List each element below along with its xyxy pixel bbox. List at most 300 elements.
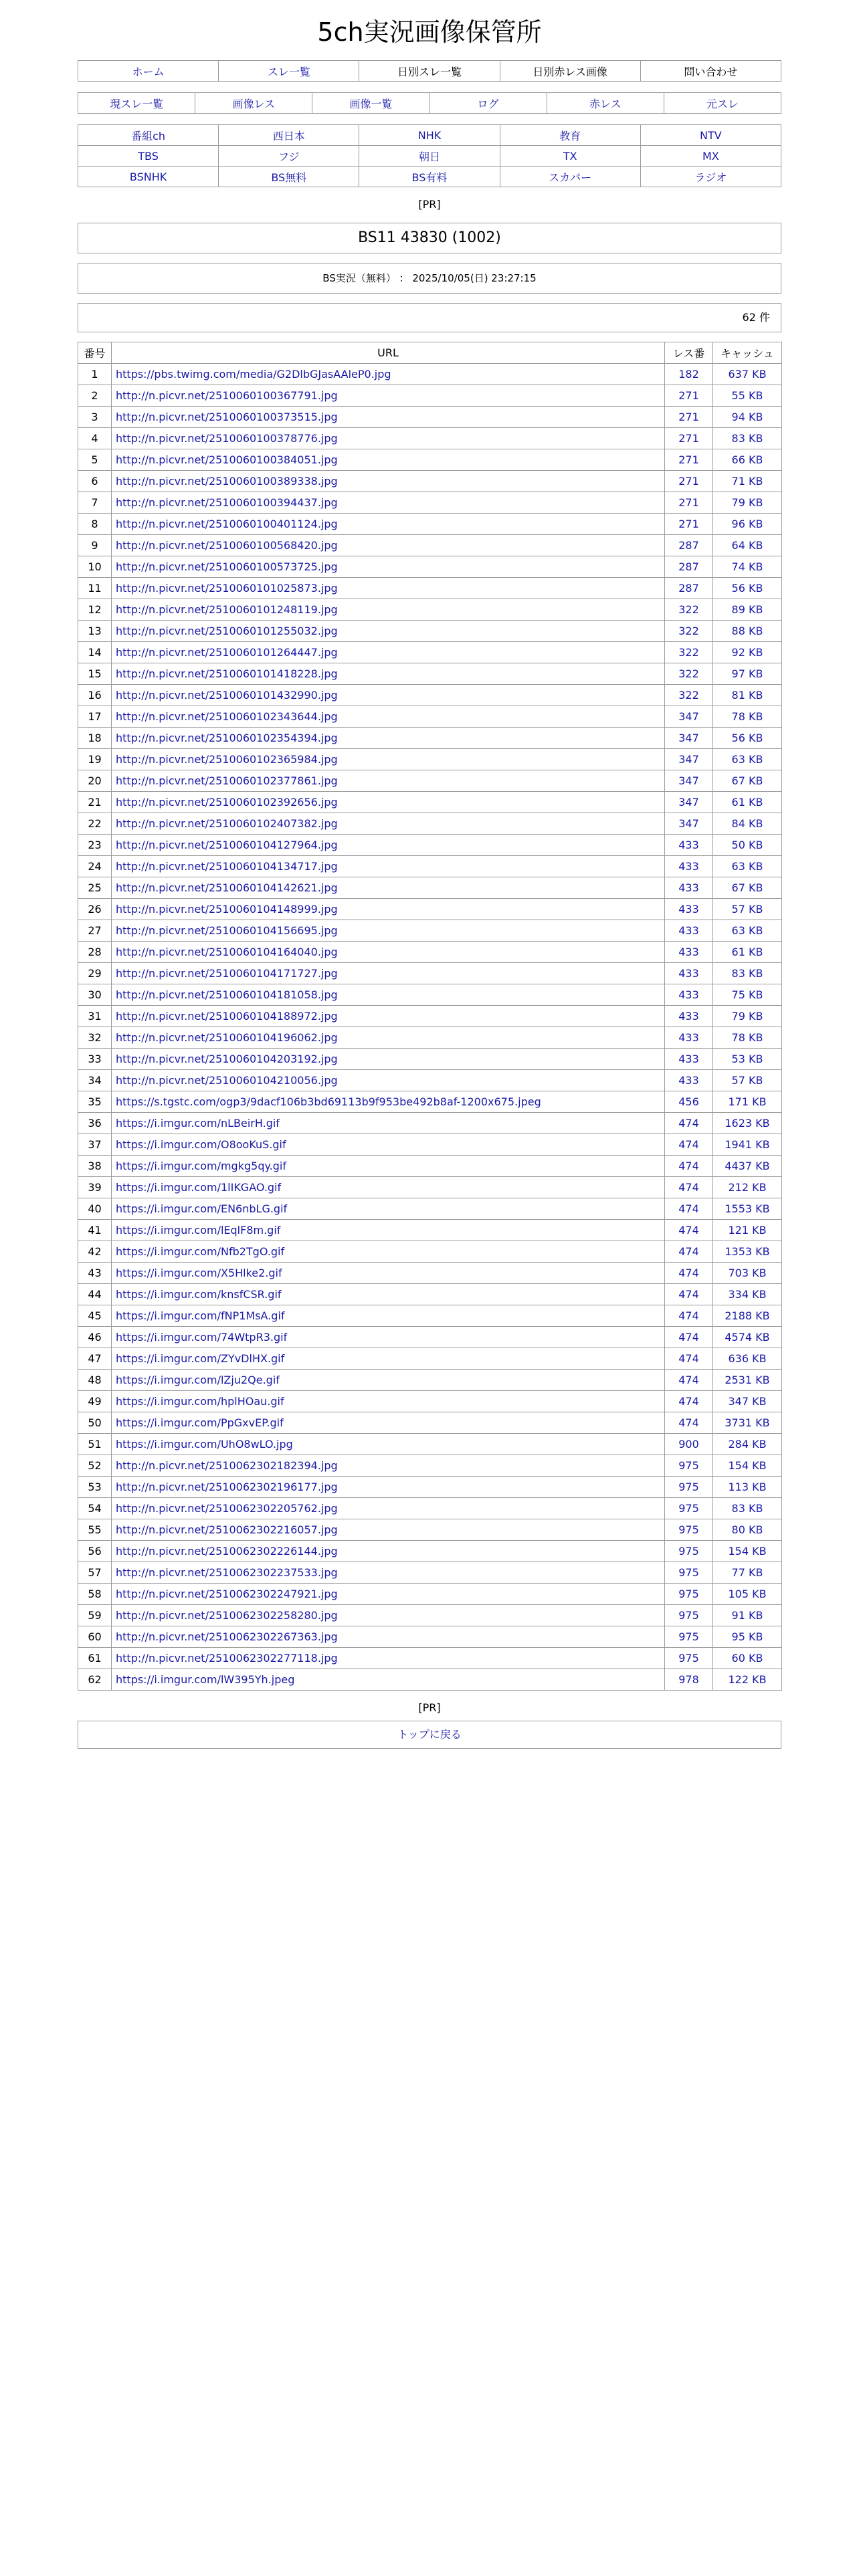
row-cache-size[interactable]: 105 KB — [713, 1584, 782, 1605]
table-row — [78, 1648, 782, 1669]
row-url-cell — [112, 1156, 665, 1177]
row-url-link[interactable]: https://i.imgur.com/fNP1MsA.gif — [116, 1309, 285, 1322]
row-url-link[interactable]: http://n.picvr.net/2510060102343644.jpg — [116, 710, 338, 723]
row-res-number[interactable]: 474 — [665, 1370, 713, 1391]
row-cache-size[interactable]: 83 KB — [713, 428, 782, 449]
row-res-number[interactable]: 975 — [665, 1455, 713, 1477]
channel-link[interactable]: BSNHK — [129, 170, 167, 183]
row-url-cell — [112, 1327, 665, 1348]
row-res-number[interactable]: 474 — [665, 1327, 713, 1348]
row-cache-size[interactable]: 79 KB — [713, 492, 782, 514]
row-url-link[interactable]: http://n.picvr.net/2510062302258280.jpg — [116, 1609, 338, 1622]
row-cache-size[interactable]: 334 KB — [713, 1284, 782, 1305]
thread-nav-link[interactable]: ログ — [477, 97, 499, 110]
row-url-cell — [112, 856, 665, 877]
channel-link[interactable]: ラジオ — [694, 171, 727, 184]
main-nav-link[interactable]: スレ一覧 — [267, 65, 310, 78]
row-res-number[interactable]: 474 — [665, 1134, 713, 1156]
row-url-link[interactable]: http://n.picvr.net/2510060104134717.jpg — [116, 860, 338, 873]
channel-cell — [78, 146, 219, 167]
row-url-link[interactable]: http://n.picvr.net/2510062302182394.jpg — [116, 1459, 338, 1472]
row-res-number[interactable]: 474 — [665, 1305, 713, 1327]
row-res-number[interactable]: 287 — [665, 556, 713, 578]
row-res-number[interactable]: 271 — [665, 407, 713, 428]
row-url-link[interactable]: http://n.picvr.net/2510060100401124.jpg — [116, 518, 338, 530]
row-res-number[interactable]: 433 — [665, 1027, 713, 1049]
row-res-number[interactable]: 433 — [665, 963, 713, 984]
row-url-link[interactable]: http://n.picvr.net/2510060100573725.jpg — [116, 560, 338, 573]
row-url-link[interactable]: http://n.picvr.net/2510062302267363.jpg — [116, 1630, 338, 1643]
channel-link[interactable]: BS有料 — [411, 171, 448, 184]
row-url-cell — [112, 792, 665, 813]
table-row — [78, 1305, 782, 1327]
row-cache-size[interactable]: 79 KB — [713, 1006, 782, 1027]
row-cache-size[interactable]: 78 KB — [713, 706, 782, 728]
row-cache-size[interactable]: 284 KB — [713, 1434, 782, 1455]
row-url-link[interactable]: https://i.imgur.com/lW395Yh.jpeg — [116, 1673, 295, 1686]
thread-title: BS11 43830 (1002) — [78, 223, 781, 253]
row-cache-size[interactable]: 89 KB — [713, 599, 782, 621]
table-row — [78, 1669, 782, 1691]
row-cache-size[interactable]: 636 KB — [713, 1348, 782, 1370]
channel-link[interactable]: 西日本 — [272, 129, 305, 142]
row-url-link[interactable]: http://n.picvr.net/2510060104142621.jpg — [116, 881, 338, 894]
row-cache-size[interactable]: 2188 KB — [713, 1305, 782, 1327]
row-res-number[interactable]: 975 — [665, 1519, 713, 1541]
row-res-number[interactable]: 322 — [665, 663, 713, 685]
channel-link[interactable]: 朝日 — [418, 150, 440, 163]
row-res-number[interactable]: 271 — [665, 492, 713, 514]
row-url-link[interactable]: http://n.picvr.net/2510062302247921.jpg — [116, 1588, 338, 1600]
row-cache-size[interactable]: 67 KB — [713, 770, 782, 792]
row-number: 42 — [78, 1241, 112, 1263]
main-nav-cell[interactable]: 日別スレ一覧 — [359, 61, 500, 82]
row-cache-size[interactable]: 4437 KB — [713, 1156, 782, 1177]
row-url-cell — [112, 1498, 665, 1519]
row-cache-size[interactable]: 55 KB — [713, 385, 782, 407]
row-url-link[interactable]: https://pbs.twimg.com/media/G2DlbGJasAAleP0.jpg — [116, 368, 391, 381]
row-res-number[interactable]: 433 — [665, 942, 713, 963]
row-cache-size[interactable]: 4574 KB — [713, 1327, 782, 1348]
row-res-number[interactable]: 322 — [665, 642, 713, 663]
row-cache-size[interactable]: 83 KB — [713, 963, 782, 984]
row-res-number[interactable]: 433 — [665, 1006, 713, 1027]
row-res-number[interactable]: 474 — [665, 1391, 713, 1412]
row-url-cell — [112, 1049, 665, 1070]
row-cache-size[interactable]: 92 KB — [713, 642, 782, 663]
row-cache-size[interactable]: 61 KB — [713, 942, 782, 963]
row-cache-size[interactable]: 50 KB — [713, 835, 782, 856]
thread-nav-cell — [430, 93, 547, 114]
row-url-link[interactable]: http://n.picvr.net/2510060104196062.jpg — [116, 1031, 338, 1044]
main-nav-cell[interactable]: 問い合わせ — [640, 61, 781, 82]
row-number: 39 — [78, 1177, 112, 1198]
row-number: 52 — [78, 1455, 112, 1477]
row-url-cell — [112, 556, 665, 578]
row-cache-size[interactable]: 1353 KB — [713, 1241, 782, 1263]
row-res-number[interactable]: 900 — [665, 1434, 713, 1455]
row-number: 13 — [78, 621, 112, 642]
row-cache-size[interactable]: 3731 KB — [713, 1412, 782, 1434]
row-url-link[interactable]: https://i.imgur.com/EN6nbLG.gif — [116, 1202, 288, 1215]
row-url-link[interactable]: http://n.picvr.net/2510060101025873.jpg — [116, 582, 338, 595]
row-url-link[interactable]: http://n.picvr.net/2510060104203192.jpg — [116, 1053, 338, 1065]
row-number: 62 — [78, 1669, 112, 1691]
row-url-link[interactable]: http://n.picvr.net/2510060104164040.jpg — [116, 946, 338, 958]
row-cache-size[interactable]: 81 KB — [713, 685, 782, 706]
thread-nav-link[interactable]: 赤レス — [589, 97, 622, 110]
row-url-link[interactable]: https://i.imgur.com/X5Hlke2.gif — [116, 1267, 282, 1279]
table-row — [78, 663, 782, 685]
row-url-cell — [112, 1391, 665, 1412]
row-cache-size[interactable]: 1941 KB — [713, 1134, 782, 1156]
row-url-link[interactable]: http://n.picvr.net/2510060100384051.jpg — [116, 453, 338, 466]
row-url-link[interactable]: http://n.picvr.net/2510060101255032.jpg — [116, 625, 338, 637]
table-row — [78, 578, 782, 599]
row-url-link[interactable]: http://n.picvr.net/2510060102354394.jpg — [116, 732, 338, 744]
row-url-cell — [112, 899, 665, 920]
row-res-number[interactable]: 322 — [665, 621, 713, 642]
table-row — [78, 1541, 782, 1562]
row-cache-size[interactable]: 63 KB — [713, 856, 782, 877]
row-url-link[interactable]: http://n.picvr.net/2510060102392656.jpg — [116, 796, 338, 809]
table-row — [78, 1498, 782, 1519]
row-cache-size[interactable]: 91 KB — [713, 1605, 782, 1626]
row-cache-size[interactable]: 97 KB — [713, 663, 782, 685]
row-url-cell — [112, 407, 665, 428]
row-cache-size[interactable]: 60 KB — [713, 1648, 782, 1669]
channel-cell — [359, 167, 500, 187]
table-row — [78, 471, 782, 492]
table-row — [78, 1198, 782, 1220]
row-number: 6 — [78, 471, 112, 492]
row-number: 58 — [78, 1584, 112, 1605]
row-res-number[interactable]: 975 — [665, 1584, 713, 1605]
row-url-link[interactable]: http://n.picvr.net/2510060101264447.jpg — [116, 646, 338, 659]
row-res-number[interactable]: 474 — [665, 1284, 713, 1305]
thread-nav-cell — [664, 93, 781, 114]
table-row — [78, 449, 782, 471]
row-res-number[interactable]: 433 — [665, 920, 713, 942]
thread-nav-link[interactable]: 元スレ — [706, 97, 739, 110]
row-res-number[interactable]: 474 — [665, 1348, 713, 1370]
row-cache-size[interactable]: 1623 KB — [713, 1113, 782, 1134]
table-row — [78, 621, 782, 642]
row-res-number[interactable]: 975 — [665, 1541, 713, 1562]
row-url-link[interactable]: https://i.imgur.com/74WtpR3.gif — [116, 1331, 288, 1344]
row-res-number[interactable]: 978 — [665, 1669, 713, 1691]
row-res-number[interactable]: 271 — [665, 471, 713, 492]
row-cache-size[interactable]: 57 KB — [713, 899, 782, 920]
row-res-number[interactable]: 975 — [665, 1562, 713, 1584]
row-cache-size[interactable]: 122 KB — [713, 1669, 782, 1691]
row-cache-size[interactable]: 113 KB — [713, 1477, 782, 1498]
channel-cell — [359, 125, 500, 146]
row-cache-size[interactable]: 77 KB — [713, 1562, 782, 1584]
main-nav-cell — [219, 61, 359, 82]
row-url-link[interactable]: http://n.picvr.net/2510060104188972.jpg — [116, 1010, 338, 1023]
row-cache-size[interactable]: 1553 KB — [713, 1198, 782, 1220]
channel-cell — [219, 146, 359, 167]
row-cache-size[interactable]: 83 KB — [713, 1498, 782, 1519]
thread-nav-link[interactable]: 画像一覧 — [349, 97, 393, 110]
row-res-number[interactable]: 474 — [665, 1263, 713, 1284]
channel-link[interactable]: BS無料 — [271, 171, 307, 184]
row-number: 7 — [78, 492, 112, 514]
row-cache-size[interactable]: 154 KB — [713, 1455, 782, 1477]
channel-link[interactable]: 教育 — [559, 129, 581, 142]
row-url-cell — [112, 385, 665, 407]
row-res-number[interactable]: 975 — [665, 1498, 713, 1519]
row-res-number[interactable]: 347 — [665, 792, 713, 813]
table-row — [78, 685, 782, 706]
row-number: 38 — [78, 1156, 112, 1177]
channel-link[interactable]: NTV — [700, 128, 722, 142]
row-res-number[interactable]: 433 — [665, 877, 713, 899]
row-cache-size[interactable]: 212 KB — [713, 1177, 782, 1198]
row-url-link[interactable]: http://n.picvr.net/2510062302205762.jpg — [116, 1502, 338, 1515]
table-row — [78, 385, 782, 407]
row-url-link[interactable]: https://i.imgur.com/mgkg5qy.gif — [116, 1160, 286, 1172]
thread-nav-link[interactable]: 現スレ一覧 — [110, 97, 164, 110]
row-res-number[interactable]: 433 — [665, 856, 713, 877]
row-url-link[interactable]: https://i.imgur.com/PpGxvEP.gif — [116, 1416, 284, 1429]
row-url-link[interactable]: http://n.picvr.net/2510060104171727.jpg — [116, 967, 338, 980]
row-number: 60 — [78, 1626, 112, 1648]
row-res-number[interactable]: 271 — [665, 514, 713, 535]
row-url-cell — [112, 1220, 665, 1241]
row-res-number[interactable]: 433 — [665, 899, 713, 920]
row-res-number[interactable]: 347 — [665, 813, 713, 835]
row-url-link[interactable]: https://i.imgur.com/Nfb2TgO.gif — [116, 1245, 285, 1258]
thread-info: BS実況（無料） ： 2025/10/05(日) 23:27:15 — [78, 263, 781, 294]
row-res-number[interactable]: 322 — [665, 685, 713, 706]
row-url-link[interactable]: http://n.picvr.net/2510060100367791.jpg — [116, 389, 338, 402]
row-number: 22 — [78, 813, 112, 835]
row-res-number[interactable]: 474 — [665, 1156, 713, 1177]
row-url-link[interactable]: http://n.picvr.net/2510062302237533.jpg — [116, 1566, 338, 1579]
row-cache-size[interactable]: 66 KB — [713, 449, 782, 471]
row-url-cell — [112, 877, 665, 899]
site-title: 5ch実況画像保管所 — [317, 17, 542, 47]
row-url-link[interactable]: https://i.imgur.com/knsfCSR.gif — [116, 1288, 282, 1301]
row-res-number[interactable]: 347 — [665, 728, 713, 749]
row-url-link[interactable]: https://s.tgstc.com/ogp3/9dacf106b3bd69113b9f953be492b8af-1200x675.jpeg — [116, 1095, 541, 1108]
row-url-link[interactable]: https://i.imgur.com/1lIKGAO.gif — [116, 1181, 282, 1194]
header-num: 番号 — [78, 342, 112, 364]
main-nav-cell[interactable]: 日別赤レス画像 — [500, 61, 640, 82]
pr-label-bottom: [PR] — [418, 1701, 441, 1714]
channel-row — [78, 125, 781, 146]
row-res-number[interactable]: 271 — [665, 428, 713, 449]
row-url-link[interactable]: http://n.picvr.net/2510060100568420.jpg — [116, 539, 338, 552]
channel-cell — [359, 146, 500, 167]
row-res-number[interactable]: 433 — [665, 984, 713, 1006]
channel-link[interactable]: 番組ch — [131, 129, 166, 142]
row-res-number[interactable]: 474 — [665, 1177, 713, 1198]
row-url-cell — [112, 685, 665, 706]
row-res-number[interactable]: 433 — [665, 835, 713, 856]
row-url-link[interactable]: https://i.imgur.com/nLBeirH.gif — [116, 1117, 280, 1130]
row-res-number[interactable]: 975 — [665, 1605, 713, 1626]
table-row — [78, 535, 782, 556]
table-row — [78, 556, 782, 578]
row-url-cell — [112, 1584, 665, 1605]
row-cache-size[interactable]: 71 KB — [713, 471, 782, 492]
row-url-link[interactable]: http://n.picvr.net/2510060104148999.jpg — [116, 903, 338, 916]
row-cache-size[interactable]: 88 KB — [713, 621, 782, 642]
table-row — [78, 1049, 782, 1070]
row-cache-size[interactable]: 56 KB — [713, 728, 782, 749]
table-row — [78, 1006, 782, 1027]
row-cache-size[interactable]: 61 KB — [713, 792, 782, 813]
row-url-cell — [112, 1370, 665, 1391]
row-cache-size[interactable]: 84 KB — [713, 813, 782, 835]
row-url-cell — [112, 1113, 665, 1134]
row-res-number[interactable]: 474 — [665, 1241, 713, 1263]
row-cache-size[interactable]: 74 KB — [713, 556, 782, 578]
row-res-number[interactable]: 271 — [665, 385, 713, 407]
table-row — [78, 835, 782, 856]
row-number: 9 — [78, 535, 112, 556]
row-url-link[interactable]: https://i.imgur.com/ZYvDlHX.gif — [116, 1352, 285, 1365]
row-cache-size[interactable]: 78 KB — [713, 1027, 782, 1049]
channel-link[interactable]: MX — [702, 149, 719, 163]
table-row — [78, 1284, 782, 1305]
main-nav-link[interactable]: ホーム — [132, 65, 165, 78]
channel-cell — [500, 146, 640, 167]
row-cache-size[interactable]: 347 KB — [713, 1391, 782, 1412]
row-url-link[interactable]: https://i.imgur.com/O8ooKuS.gif — [116, 1138, 286, 1151]
row-cache-size[interactable]: 96 KB — [713, 514, 782, 535]
table-row — [78, 1220, 782, 1241]
row-url-link[interactable]: http://n.picvr.net/2510060104156695.jpg — [116, 924, 338, 937]
row-url-link[interactable]: http://n.picvr.net/2510060104181058.jpg — [116, 988, 338, 1001]
row-url-link[interactable]: http://n.picvr.net/2510060101418228.jpg — [116, 667, 338, 680]
row-cache-size[interactable]: 63 KB — [713, 920, 782, 942]
row-url-cell — [112, 728, 665, 749]
row-res-number[interactable]: 287 — [665, 535, 713, 556]
row-url-link[interactable]: http://n.picvr.net/2510060104210056.jpg — [116, 1074, 338, 1087]
table-row — [78, 364, 782, 385]
row-url-link[interactable]: https://i.imgur.com/lEqlF8m.gif — [116, 1224, 281, 1237]
channel-cell — [640, 146, 781, 167]
row-cache-size[interactable]: 56 KB — [713, 578, 782, 599]
row-url-link[interactable]: http://n.picvr.net/2510062302277118.jpg — [116, 1652, 338, 1665]
row-cache-size[interactable]: 75 KB — [713, 984, 782, 1006]
row-res-number[interactable]: 287 — [665, 578, 713, 599]
row-number: 45 — [78, 1305, 112, 1327]
row-cache-size[interactable]: 64 KB — [713, 535, 782, 556]
row-url-link[interactable]: http://n.picvr.net/2510062302196177.jpg — [116, 1481, 338, 1493]
row-url-link[interactable]: http://n.picvr.net/2510062302216057.jpg — [116, 1523, 338, 1536]
row-cache-size[interactable]: 63 KB — [713, 749, 782, 770]
row-cache-size[interactable]: 67 KB — [713, 877, 782, 899]
row-url-link[interactable]: http://n.picvr.net/2510060102377861.jpg — [116, 774, 338, 787]
row-url-link[interactable]: http://n.picvr.net/2510060100378776.jpg — [116, 432, 338, 445]
row-res-number[interactable]: 975 — [665, 1626, 713, 1648]
table-row — [78, 1113, 782, 1134]
channel-cell — [640, 125, 781, 146]
row-url-cell — [112, 364, 665, 385]
channel-link[interactable]: フジ — [278, 150, 300, 163]
row-cache-size[interactable]: 637 KB — [713, 364, 782, 385]
row-url-link[interactable]: http://n.picvr.net/2510060101432990.jpg — [116, 689, 338, 702]
channel-cell — [78, 167, 219, 187]
row-url-link[interactable]: http://n.picvr.net/2510060100373515.jpg — [116, 411, 338, 423]
row-res-number[interactable]: 474 — [665, 1220, 713, 1241]
row-number: 34 — [78, 1070, 112, 1091]
row-number: 21 — [78, 792, 112, 813]
row-url-link[interactable]: http://n.picvr.net/2510060100389338.jpg — [116, 475, 338, 488]
row-res-number[interactable]: 182 — [665, 364, 713, 385]
row-url-cell — [112, 1091, 665, 1113]
row-url-cell — [112, 1241, 665, 1263]
row-cache-size[interactable]: 703 KB — [713, 1263, 782, 1284]
row-res-number[interactable]: 975 — [665, 1648, 713, 1669]
row-res-number[interactable]: 456 — [665, 1091, 713, 1113]
row-res-number[interactable]: 347 — [665, 770, 713, 792]
table-row — [78, 1070, 782, 1091]
row-res-number[interactable]: 474 — [665, 1412, 713, 1434]
row-number: 51 — [78, 1434, 112, 1455]
back-to-top-link[interactable]: トップに戻る — [397, 1728, 462, 1741]
row-res-number[interactable]: 474 — [665, 1113, 713, 1134]
row-url-link[interactable]: https://i.imgur.com/UhO8wLO.jpg — [116, 1438, 293, 1451]
row-res-number[interactable]: 433 — [665, 1049, 713, 1070]
row-url-link[interactable]: http://n.picvr.net/2510060102407382.jpg — [116, 817, 338, 830]
row-cache-size[interactable]: 154 KB — [713, 1541, 782, 1562]
row-res-number[interactable]: 975 — [665, 1477, 713, 1498]
table-row — [78, 1455, 782, 1477]
row-cache-size[interactable]: 57 KB — [713, 1070, 782, 1091]
row-url-cell — [112, 642, 665, 663]
row-cache-size[interactable]: 80 KB — [713, 1519, 782, 1541]
row-url-cell — [112, 920, 665, 942]
row-res-number[interactable]: 347 — [665, 706, 713, 728]
row-res-number[interactable]: 271 — [665, 449, 713, 471]
row-url-link[interactable]: http://n.picvr.net/2510060101248119.jpg — [116, 603, 338, 616]
row-cache-size[interactable]: 94 KB — [713, 407, 782, 428]
row-res-number[interactable]: 474 — [665, 1198, 713, 1220]
row-url-link[interactable]: http://n.picvr.net/2510060102365984.jpg — [116, 753, 338, 766]
row-cache-size[interactable]: 121 KB — [713, 1220, 782, 1241]
row-number: 10 — [78, 556, 112, 578]
row-cache-size[interactable]: 171 KB — [713, 1091, 782, 1113]
row-url-link[interactable]: http://n.picvr.net/2510060100394437.jpg — [116, 496, 338, 509]
page-wrapper — [78, 0, 781, 1749]
thread-nav-link[interactable]: 画像レス — [232, 97, 275, 110]
channel-grid — [78, 124, 781, 187]
row-res-number[interactable]: 347 — [665, 749, 713, 770]
row-cache-size[interactable]: 95 KB — [713, 1626, 782, 1648]
channel-link[interactable]: NHK — [417, 128, 442, 142]
row-url-link[interactable]: http://n.picvr.net/2510060104127964.jpg — [116, 839, 338, 851]
row-url-link[interactable]: https://i.imgur.com/lZju2Qe.gif — [116, 1374, 280, 1386]
row-url-link[interactable]: http://n.picvr.net/2510062302226144.jpg — [116, 1545, 338, 1558]
row-res-number[interactable]: 322 — [665, 599, 713, 621]
row-url-link[interactable]: https://i.imgur.com/hplHOau.gif — [116, 1395, 284, 1408]
row-number: 28 — [78, 942, 112, 963]
row-cache-size[interactable]: 53 KB — [713, 1049, 782, 1070]
channel-link[interactable]: TBS — [138, 149, 159, 163]
row-cache-size[interactable]: 2531 KB — [713, 1370, 782, 1391]
row-number: 29 — [78, 963, 112, 984]
channel-link[interactable]: スカパー — [549, 171, 592, 184]
row-res-number[interactable]: 433 — [665, 1070, 713, 1091]
row-number: 53 — [78, 1477, 112, 1498]
channel-link[interactable]: TX — [563, 149, 577, 163]
